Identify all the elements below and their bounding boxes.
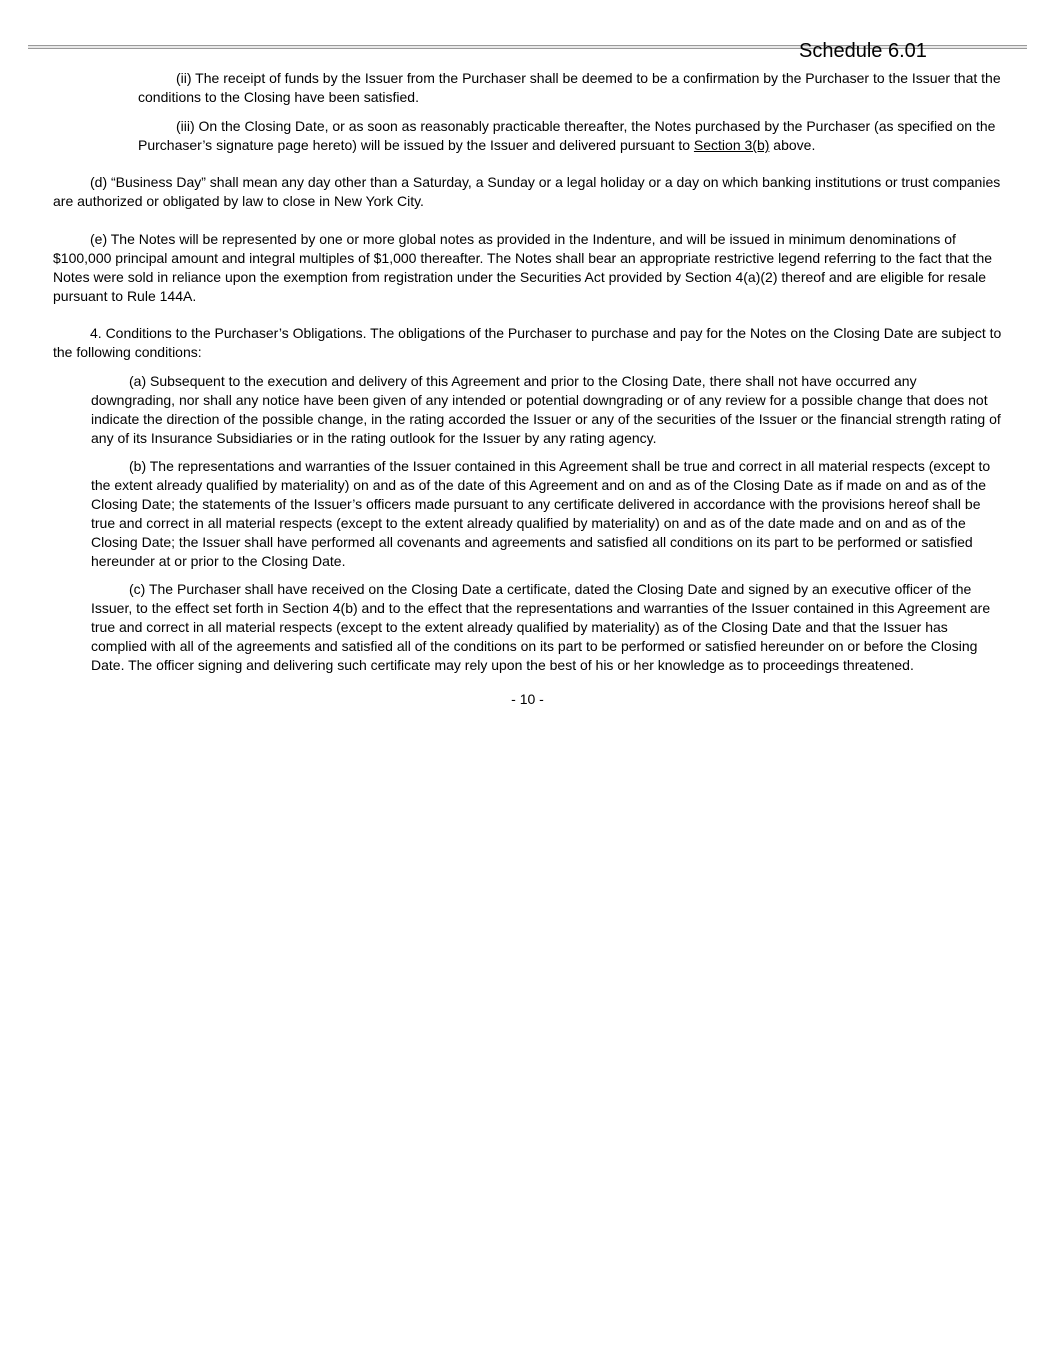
- condition-c: (c) The Purchaser shall have received on the Closing Date a certificate, dated the Closing Date and signed by an executive officer of the Issuer, to the effect set forth in Section 4(b) and to the effect that the representations and warranties of the Issuer contained in this Agreement are true and correct in all material respects (except to the extent already qualified by materiality) as of the Closing Date and that the Issuer has complied with all of the agreements and satisfied all of the conditions on its part to be performed or satisfied hereunder on or before the Closing Date. The officer signing and delivering such certificate may rely upon the best of his or her knowledge as to proceedings threatened.: [91, 581, 991, 673]
- condition-b: (b) The representations and warranties of the Issuer contained in this Agreement shall be true and correct in all material respects (except to the extent already qualified by materiality) on and as of the date of this Agreement and on and as of the Closing Date as if made on and as of the Closing Date; the statements of the Issuer’s officers made pursuant to any certificate delivered in accordance with the provisions hereof shall be true and correct in all material respects (except to the extent already qualified by materiality) on and as of the date made and on and as of the Closing Date; the Issuer shall have performed all covenants and agreements and satisfied all conditions on its part to be performed or satisfied hereunder at or prior to the Closing Date.: [91, 458, 991, 569]
- section-4-conditions: 4. Conditions to the Purchaser’s Obligations. The obligations of the Purchaser to purchase and pay for the Notes on the Closing Date are subject to the following conditions:: [53, 325, 1002, 360]
- paragraph-e-notes: (e) The Notes will be represented by one or more global notes as provided in the Indenture, and will be issued in minimum denominations of $100,000 principal amount and integral multiples of $1,000 thereafter. The Notes shall bear an appropriate restrictive legend referring to the fact that the Notes were sold in reliance upon the exemption from registration under the Securities Act provided by Section 4(a)(2) thereof and are eligible for resale pursuant to Rule 144A.: [53, 231, 993, 304]
- paragraph-iii-text-end: above.: [769, 137, 816, 153]
- schedule-label: Schedule 6.01: [799, 40, 927, 62]
- paragraph-iii: [138, 117, 1004, 155]
- paragraph-d-business-day: (d) “Business Day” shall mean any day other than a Saturday, a Sunday or a legal holiday or a day on which banking institutions or trust companies are authorized or obligated by law to close in New York City.: [53, 174, 1001, 209]
- page-number: - 10 -: [511, 691, 544, 707]
- paragraph-iii-text-start: (iii) On the Closing Date, or as soon as reasonably practicable thereafter, the Notes purchased by the Purchaser (as specified on the Purchaser’s signature page hereto) will be issued by the Issuer and delivered pursuant to: [138, 118, 996, 153]
- paragraph-ii: (ii) The receipt of funds by the Issuer from the Purchaser shall be deemed to be a confirmation by the Purchaser to the Issuer that the conditions to the Closing have been satisfied.: [138, 70, 1001, 105]
- section-3b-reference: Section 3(b): [693, 137, 770, 153]
- condition-a: (a) Subsequent to the execution and delivery of this Agreement and prior to the Closing Date, there shall not have occurred any downgrading, nor shall any notice have been given of any intended or potential downgrading or of any review for a possible change that does not indicate the direction of the possible change, in the rating accorded the Issuer or any of the securities of the Issuer or the financial strength rating of any of its Insurance Subsidiaries or in the rating outlook for the Issuer by any rating agency.: [91, 373, 1001, 446]
